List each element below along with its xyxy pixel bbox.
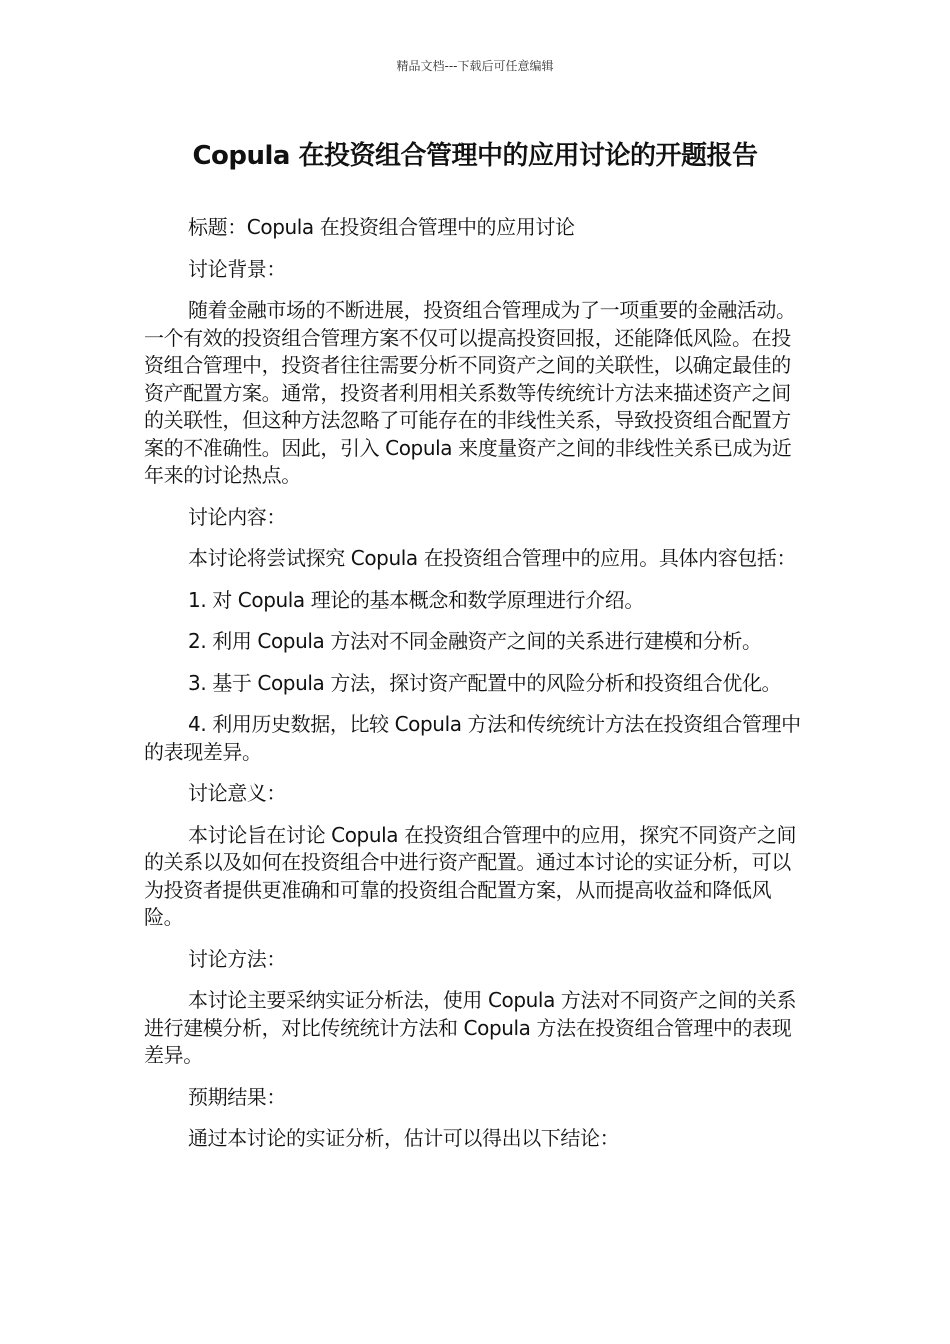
section-heading-method: 讨论方法：: [188, 946, 286, 971]
section-heading-expected-results: 预期结果：: [188, 1084, 286, 1109]
list-item-4: 4. 利用历史数据，比较 Copula 方法和传统统计方法在投资组合管理中的表现差异。: [144, 712, 801, 764]
paragraph-content-intro: 本讨论将尝试探究 Copula 在投资组合管理中的应用。具体内容包括：: [188, 546, 797, 570]
paragraph-significance: 本讨论旨在讨论 Copula 在投资组合管理中的应用，探究不同资产之间的关系以及如何在投资组合中进行资产配置。通过本讨论的实证分析，可以为投资者提供更准确和可靠的投资组合配置方案，从而提高收益和降低风险。: [144, 822, 797, 929]
list-item-2: 2. 利用 Copula 方法对不同金融资产之间的关系进行建模和分析。: [188, 629, 762, 653]
section-heading-background: 讨论背景：: [188, 256, 286, 281]
section-heading-significance: 讨论意义：: [188, 781, 286, 805]
document-body: [144, 214, 808, 1167]
section-heading-content: 讨论内容：: [188, 504, 286, 529]
list-item-3: 3. 基于 Copula 方法，探讨资产配置中的风险分析和投资组合优化。: [188, 670, 782, 695]
paragraph-background: 随着金融市场的不断进展，投资组合管理成为了一项重要的金融活动。一个有效的投资组合管理方案不仅可以提高投资回报，还能降低风险。在投资组合管理中，投资者往往需要分析不同资产之间的关联性，以确定最佳的资产配置方案。通常，投资者利用相关系数等传统统计方法来描述资产之间的关联性，但这种方法忽略了可能存在的非线性关系，导致投资组合配置方案的不准确性。因此，引入 Copula 来度量资产之间的非线性关系已成为近年来的讨论热点。: [144, 298, 796, 487]
paragraph-method: 本讨论主要采纳实证分析法，使用 Copula 方法对不同资产之间的关系进行建模分析，对比传统统计方法和 Copula 方法在投资组合管理中的表现差异。: [144, 988, 797, 1067]
paragraph-topic: 标题：Copula 在投资组合管理中的应用讨论: [188, 215, 575, 239]
document-title: Copula 在投资组合管理中的应用讨论的开题报告: [192, 141, 758, 171]
paragraph-expected-results: 通过本讨论的实证分析，估计可以得出以下结论：: [188, 1126, 620, 1150]
list-item-1: 1. 对 Copula 理论的基本概念和数学原理进行介绍。: [188, 587, 644, 612]
page-header-note: 精品文档---下载后可任意编辑: [396, 59, 554, 73]
